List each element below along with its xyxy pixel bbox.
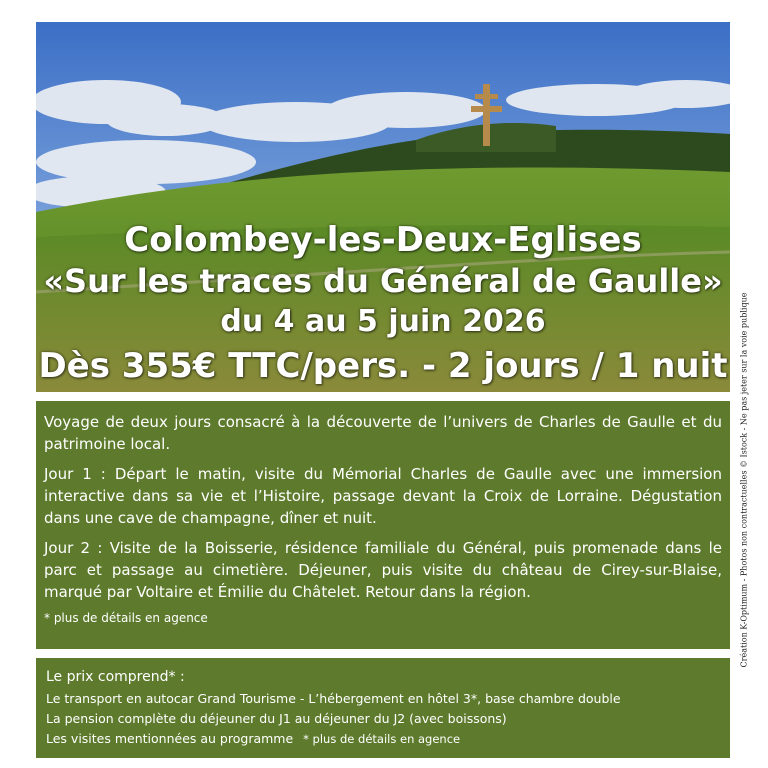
side-credit: Création K-Optimum - Photos non contractuelles © Istock - Ne pas jeter sur la voie publique (739, 292, 749, 668)
includes-line-visits (46, 729, 720, 749)
hero-text-block (36, 22, 730, 392)
includes-line-board: La pension complète du déjeuner du J1 au déjeuner du J2 (avec boissons) (46, 711, 507, 726)
destination-title: Colombey-les-Deux-Eglises (124, 220, 642, 260)
includes-visits-text: Les visites mentionnées au programme (46, 731, 294, 746)
hero-banner (36, 22, 730, 392)
includes-line-transport: Le transport en autocar Grand Tourisme - L’hébergement en hôtel 3*, base chambre double (46, 691, 621, 706)
details-note: * plus de détails en agence (44, 611, 208, 625)
includes-title: Le prix comprend* : (46, 669, 185, 685)
day1-text: Jour 1 : Départ le matin, visite du Mémorial Charles de Gaulle avec une immersion interactive dans sa vie et l’Histoire, passage devant la Croix de Lorraine. Dégustation dans une cave de champagne, dîner et nuit. (44, 465, 722, 527)
trip-subtitle: «Sur les traces du Général de Gaulle» (43, 262, 723, 300)
includes-details-note: * plus de détails en agence (303, 732, 461, 746)
intro-text: Voyage de deux jours consacré à la découverte de l’univers de Charles de Gaulle et du patrimoine local. (44, 413, 722, 453)
price-includes-panel (36, 658, 730, 758)
trip-price: Dès 355€ TTC/pers. - 2 jours / 1 nuit (38, 346, 728, 386)
trip-dates: du 4 au 5 juin 2026 (220, 304, 546, 339)
day2-text: Jour 2 : Visite de la Boisserie, résidence familiale du Général, puis promenade dans le parc et passage au cimetière. Déjeuner, puis visite du château de Cirey-sur-Blaise, marqué par Voltaire et Émilie du Châtelet. Retour dans la région. (44, 539, 722, 601)
program-description-panel (36, 401, 730, 649)
